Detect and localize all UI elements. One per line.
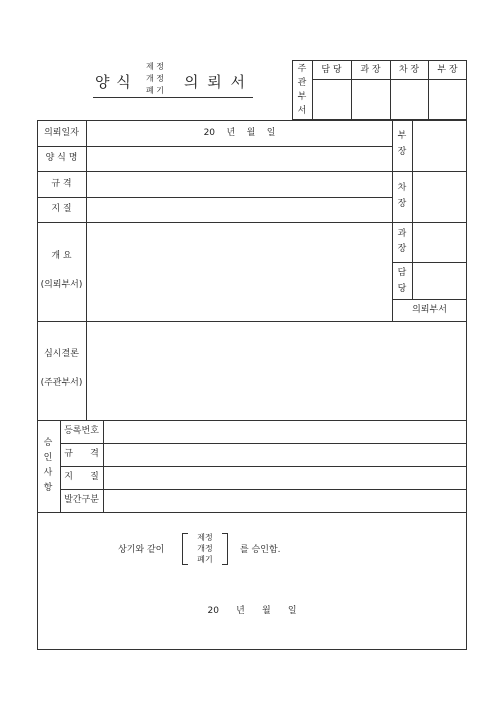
dept-label-char: 관 [297,78,307,88]
spec-label: 규 격 [51,179,72,189]
side-chajang-char: 장 [397,199,407,209]
statement-option: 개정 [197,544,213,553]
side-bujang-char: 장 [397,147,407,157]
title-revision-option: 제 정 [146,62,164,71]
publication-type-field[interactable] [104,490,467,512]
statement-prefix: 상기와 같이 [118,545,165,555]
approval-col-chajang: 차 장 [398,65,420,75]
dept-label-char: 부 [297,92,307,102]
approval-items-char: 항 [43,483,53,493]
approval-col-gwajang: 과 장 [360,65,381,75]
title-revision-option: 폐 기 [146,86,164,95]
overview-field[interactable] [87,223,392,321]
title-underline [93,97,253,98]
review-label: 심시결론 [44,349,79,359]
approval-items-char: 승 [43,438,53,448]
statement-suffix: 를 승인함. [240,545,281,555]
dept-label-char: 서 [297,106,307,116]
side-chajang-char: 차 [397,183,407,193]
side-damdang-char: 담 [397,268,407,278]
approval-items-char: 인 [43,453,53,463]
side-gwajang-char: 과 [397,229,407,239]
paper-label: 지 질 [51,204,72,214]
review-sub-label: (주관부서) [40,378,83,388]
statement-option: 폐기 [197,555,213,564]
form-name-field[interactable] [87,147,392,171]
approval-paper-label: 지 질 [64,472,99,482]
request-date-value: 20 년 월 일 [203,128,276,138]
registration-no-field[interactable] [104,421,467,443]
dept-label-char: 주 [297,64,307,74]
approval-items-char: 사 [43,468,53,478]
statement-option: 제정 [197,533,213,542]
registration-no-label: 등록번호 [64,426,99,436]
side-bujang-char: 부 [397,131,407,141]
side-gwajang-char: 장 [397,244,407,254]
approval-spec-field[interactable] [104,444,467,466]
approval-spec-label: 규 격 [64,449,99,459]
approval-col-bujang: 부 장 [437,65,458,75]
title-prefix: 양 식 [95,73,132,91]
publication-type-label: 발간구분 [64,495,99,505]
spec-field[interactable] [87,172,392,197]
overview-sub-label: (의뢰부서) [40,280,83,290]
right-bracket [222,533,228,565]
request-date-label: 의뢰일자 [44,128,79,138]
request-date-field[interactable] [87,121,392,146]
approval-col-damdang: 담 당 [321,65,342,75]
statement-date: 20 년 월 일 [207,606,297,616]
requesting-dept-label: 의뢰부서 [412,305,447,315]
overview-label: 개 요 [51,251,72,261]
paper-field[interactable] [87,198,392,222]
approval-paper-field[interactable] [104,467,467,489]
review-field[interactable] [87,322,467,420]
side-damdang-char: 당 [397,284,407,294]
title-revision-option: 개 정 [146,74,164,83]
form-name-label: 양 식 명 [45,153,78,163]
title-suffix: 의 뢰 서 [184,73,248,91]
